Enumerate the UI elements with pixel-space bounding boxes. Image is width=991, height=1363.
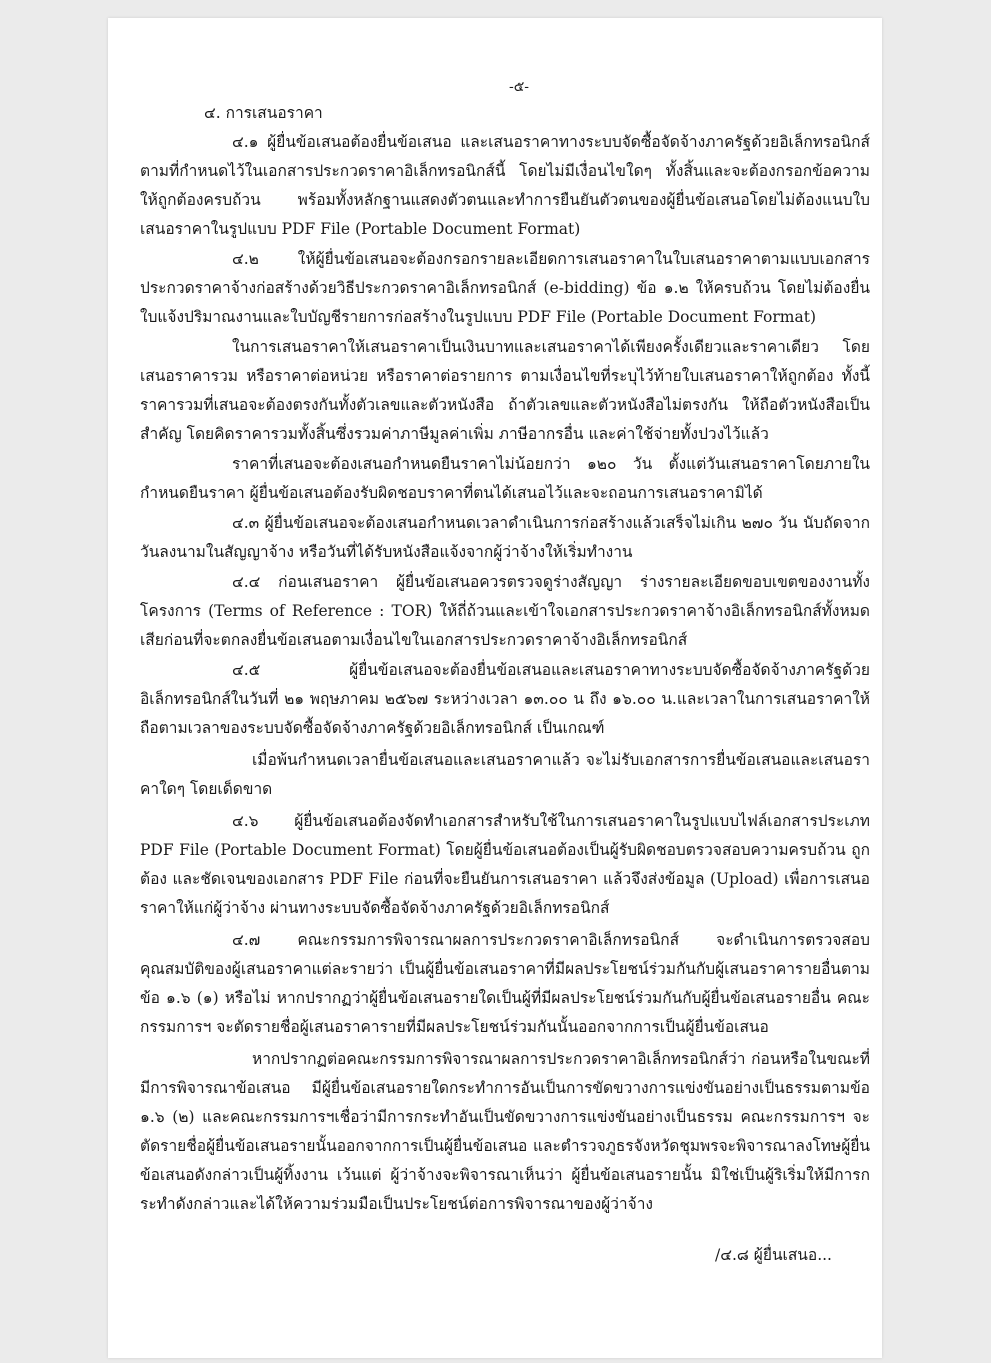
section-heading: ๔. การเสนอราคา xyxy=(204,104,323,122)
continuation-marker: /๔.๘ ผู้ยื่นเสนอ... xyxy=(715,1246,832,1264)
paragraph-collusion: หากปรากฏต่อคณะกรรมการพิจารณาผลการประกวดราคาอิเล็กทรอนิกส์ว่า ก่อนหรือในขณะที่มีการพิจารณาข้อเสนอ มีผู้ยื่นข้อเสนอรายใดกระทำการอันเป็นการขัดขวางการแข่งขันอย่างเป็นธรรมตามข้อ ๑.๖ (๒) และคณะกรรมการฯเชื่อว่ามีการกระทำอันเป็นขัดขวางการแข่งขันอย่างเป็นธรรม คณะกรรมการฯ จะตัดรายชื่อผู้ยื่นข้อเสนอรายนั้นออกจากการเป็นผู้ยื่นข้อเสนอ และตำรวจภูธรจังหวัดชุมพรจะพิจารณาลงโทษผู้ยื่นข้อเสนอดังกล่าวเป็นผู้ทิ้งงาน เว้นแต่ ผู้ว่าจ้างจะพิจารณาเห็นว่า ผู้ยื่นข้อเสนอรายนั้น มิใช่เป็นผู้ริเริ่มให้มีการกระทำดังกล่าวและได้ให้ความร่วมมือเป็นประโยชน์ต่อการพิจารณาของผู้ว่าจ้าง xyxy=(140,1050,870,1213)
paragraph-4-2: ๔.๒ ให้ผู้ยื่นข้อเสนอจะต้องกรอกรายละเอียดการเสนอราคาในใบเสนอราคาตามแบบเอกสารประกวดราคาจ้างก่อสร้างด้วยวิธีประกวดราคาอิเล็กทรอนิกส์ (e-bidding) ข้อ ๑.๒ ให้ครบถ้วน โดยไม่ต้องยื่นใบแจ้งปริมาณงานและใบบัญชีรายการก่อสร้างในรูปแบบ PDF File (Portable Document Format) xyxy=(140,250,870,326)
document-content xyxy=(140,76,870,1219)
paragraph-deadline: เมื่อพ้นกำหนดเวลายื่นข้อเสนอและเสนอราคาแล้ว จะไม่รับเอกสารการยื่นข้อเสนอและเสนอราคาใดๆ โดยเด็ดขาด xyxy=(140,751,870,798)
paragraph-price-validity: ราคาที่เสนอจะต้องเสนอกำหนดยืนราคาไม่น้อยกว่า ๑๒๐ วัน ตั้งแต่วันเสนอราคาโดยภายในกำหนดยืนราคา ผู้ยื่นข้อเสนอต้องรับผิดชอบราคาที่ตนได้เสนอไว้และจะถอนการเสนอราคามิได้ xyxy=(140,455,870,502)
paragraph-4-4: ๔.๔ ก่อนเสนอราคา ผู้ยื่นข้อเสนอควรตรวจดูร่างสัญญา ร่างรายละเอียดขอบเขตของงานทั้งโครงการ (Terms of Reference : TOR) ให้ถี่ถ้วนและเข้าใจเอกสารประกวดราคาจ้างอิเล็กทรอนิกส์ทั้งหมดเสียก่อนที่จะตกลงยื่นข้อเสนอตามเงื่อนไขในเอกสารประกวดราคาจ้างอิเล็กทรอนิกส์ xyxy=(140,573,870,649)
paragraph-price-currency: ในการเสนอราคาให้เสนอราคาเป็นเงินบาทและเสนอราคาได้เพียงครั้งเดียวและราคาเดียว โดยเสนอราคารวม หรือราคาต่อหน่วย หรือราคาต่อรายการ ตามเงื่อนไขที่ระบุไว้ท้ายใบเสนอราคาให้ถูกต้อง ทั้งนี้ราคารวมที่เสนอจะต้องตรงกันทั้งตัวเลขและตัวหนังสือ ถ้าตัวเลขและตัวหนังสือไม่ตรงกัน ให้ถือตัวหนังสือเป็นสำคัญ โดยคิดราคารวมทั้งสิ้นซึ่งรวมค่าภาษีมูลค่าเพิ่ม ภาษีอากรอื่น และค่าใช้จ่ายทั้งปวงไว้แล้ว xyxy=(140,338,870,443)
page-number: -๕- xyxy=(508,79,530,95)
document-page xyxy=(108,18,882,1358)
paragraph-4-3: ๔.๓ ผู้ยื่นข้อเสนอจะต้องเสนอกำหนดเวลาดำเนินการก่อสร้างแล้วเสร็จไม่เกิน ๒๗๐ วัน นับถัดจากวันลงนามในสัญญาจ้าง หรือวันที่ได้รับหนังสือแจ้งจากผู้ว่าจ้างให้เริ่มทำงาน xyxy=(140,514,870,561)
paragraph-4-1: ๔.๑ ผู้ยื่นข้อเสนอต้องยื่นข้อเสนอ และเสนอราคาทางระบบจัดซื้อจัดจ้างภาครัฐด้วยอิเล็กทรอนิกส์ ตามที่กำหนดไว้ในเอกสารประกวดราคาอิเล็กทรอนิกส์นี้ โดยไม่มีเงื่อนไขใดๆ ทั้งสิ้นและจะต้องกรอกข้อความให้ถูกต้องครบถ้วน พร้อมทั้งหลักฐานแสดงตัวตนและทำการยืนยันตัวตนของผู้ยื่นข้อเสนอโดยไม่ต้องแนบใบเสนอราคาในรูปแบบ PDF File (Portable Document Format) xyxy=(140,133,870,238)
paragraph-4-5: ๔.๕ ผู้ยื่นข้อเสนอจะต้องยื่นข้อเสนอและเสนอราคาทางระบบจัดซื้อจัดจ้างภาครัฐด้วยอิเล็กทรอนิกส์ในวันที่ ๒๑ พฤษภาคม ๒๕๖๗ ระหว่างเวลา ๑๓.๐๐ น ถึง ๑๖.๐๐ น.และเวลาในการเสนอราคาให้ถือตามเวลาของระบบจัดซื้อจัดจ้างภาครัฐด้วยอิเล็กทรอนิกส์ เป็นเกณฑ์ xyxy=(140,661,870,737)
paragraph-4-7: ๔.๗ คณะกรรมการพิจารณาผลการประกวดราคาอิเล็กทรอนิกส์ จะดำเนินการตรวจสอบคุณสมบัติของผู้เสนอราคาแต่ละรายว่า เป็นผู้ยื่นข้อเสนอราคาที่มีผลประโยชน์ร่วมกันกับผู้เสนอราคารายอื่นตามข้อ ๑.๖ (๑) หรือไม่ หากปรากฏว่าผู้ยื่นข้อเสนอรายใดเป็นผู้ที่มีผลประโยชน์ร่วมกันกับผู้ยื่นข้อเสนอรายอื่น คณะกรรมการฯ จะตัดรายชื่อผู้เสนอราคารายที่มีผลประโยชน์ร่วมกันนั้นออกจากการเป็นผู้ยื่นข้อเสนอ xyxy=(140,931,870,1036)
paragraph-4-6: ๔.๖ ผู้ยื่นข้อเสนอต้องจัดทำเอกสารสำหรับใช้ในการเสนอราคาในรูปแบบไฟล์เอกสารประเภท PDF File (Portable Document Format) โดยผู้ยื่นข้อเสนอต้องเป็นผู้รับผิดชอบตรวจสอบความครบถ้วน ถูกต้อง และชัดเจนของเอกสาร PDF File ก่อนที่จะยืนยันการเสนอราคา แล้วจึงส่งข้อมูล (Upload) เพื่อการเสนอราคาให้แก่ผู้ว่าจ้าง ผ่านทางระบบจัดซื้อจัดจ้างภาครัฐด้วยอิเล็กทรอนิกส์ xyxy=(140,812,870,917)
